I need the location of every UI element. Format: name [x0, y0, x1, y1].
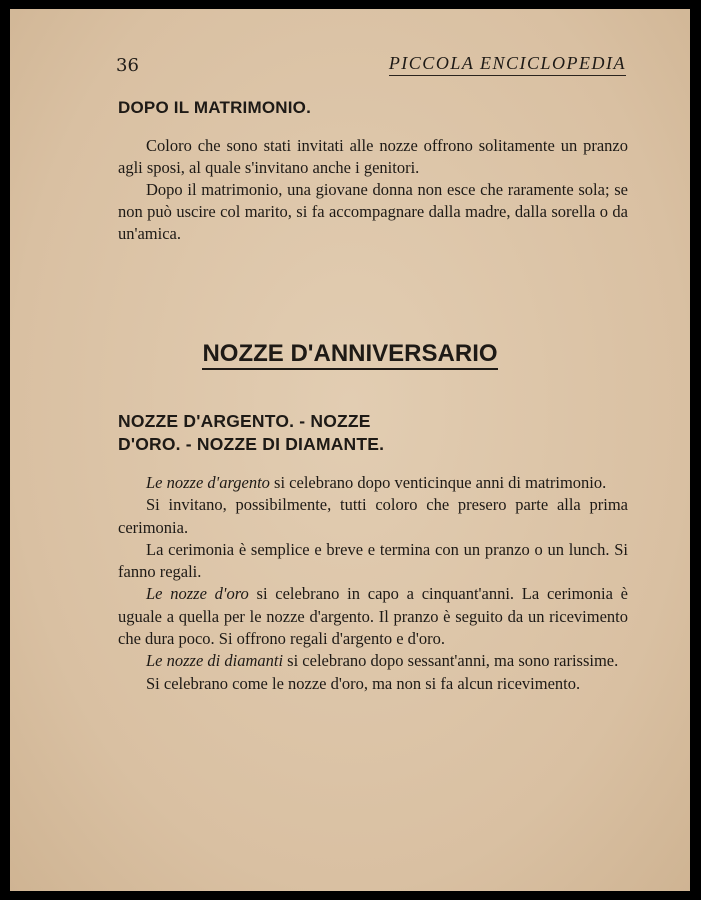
paragraph: Si celebrano come le nozze d'oro, ma non si fa alcun ricevimento.	[146, 673, 581, 693]
italic-term: Le nozze di diamanti	[146, 651, 284, 671]
paragraph-text: si celebrano dopo sessant'anni, ma sono rarissime.	[283, 651, 619, 671]
subheading-nozze-argento-oro-diamante: NOZZE D'ARGENTO. - NOZZE D'ORO. - NOZZE DI DIAMANTE.	[118, 411, 385, 454]
paragraph	[118, 650, 628, 672]
paragraph	[118, 583, 628, 650]
paragraph: Coloro che sono stati invitati alle nozze offrono solitamente un pranzo agli sposi, al quale s'invitano anche i genitori.	[118, 136, 628, 177]
paragraph: La cerimonia è semplice e breve e termina con un pranzo o un lunch. Si fanno regali.	[118, 539, 628, 582]
section-title-text: NOZZE D'ANNIVERSARIO	[202, 340, 497, 370]
paragraph-text: si celebrano dopo venticinque anni di matrimonio.	[269, 473, 607, 492]
section1-body	[118, 135, 628, 245]
section-title-nozze-anniversario	[10, 340, 690, 368]
paragraph: Dopo il matrimonio, una giovane donna non esce che raramente sola; se non può uscire col marito, si fa accompagnare dalla madre, dalla sorella o da un'amica.	[118, 180, 628, 243]
italic-term: Le nozze d'oro	[146, 584, 249, 604]
paragraph: Si invitano, possibilmente, tutti coloro che presero parte alla prima cerimonia.	[118, 495, 628, 537]
paragraph	[118, 472, 628, 494]
book-page	[10, 9, 690, 891]
page-header	[116, 47, 626, 77]
running-title: PICCOLA ENCICLOPEDIA	[389, 53, 626, 76]
page-number: 36	[116, 55, 139, 76]
paragraph-text: si celebrano in capo a cinquant'anni. La cerimonia è uguale a quella per le nozze d'argento. Il pranzo è seguito da un ricevimento che dura poco. Si offrono regali d'argento e d'oro.	[118, 584, 628, 649]
italic-term: Le nozze d'argento	[146, 473, 270, 492]
section-heading-dopo-il-matrimonio: DOPO IL MATRIMONIO.	[118, 98, 311, 117]
section2-body	[118, 472, 628, 695]
